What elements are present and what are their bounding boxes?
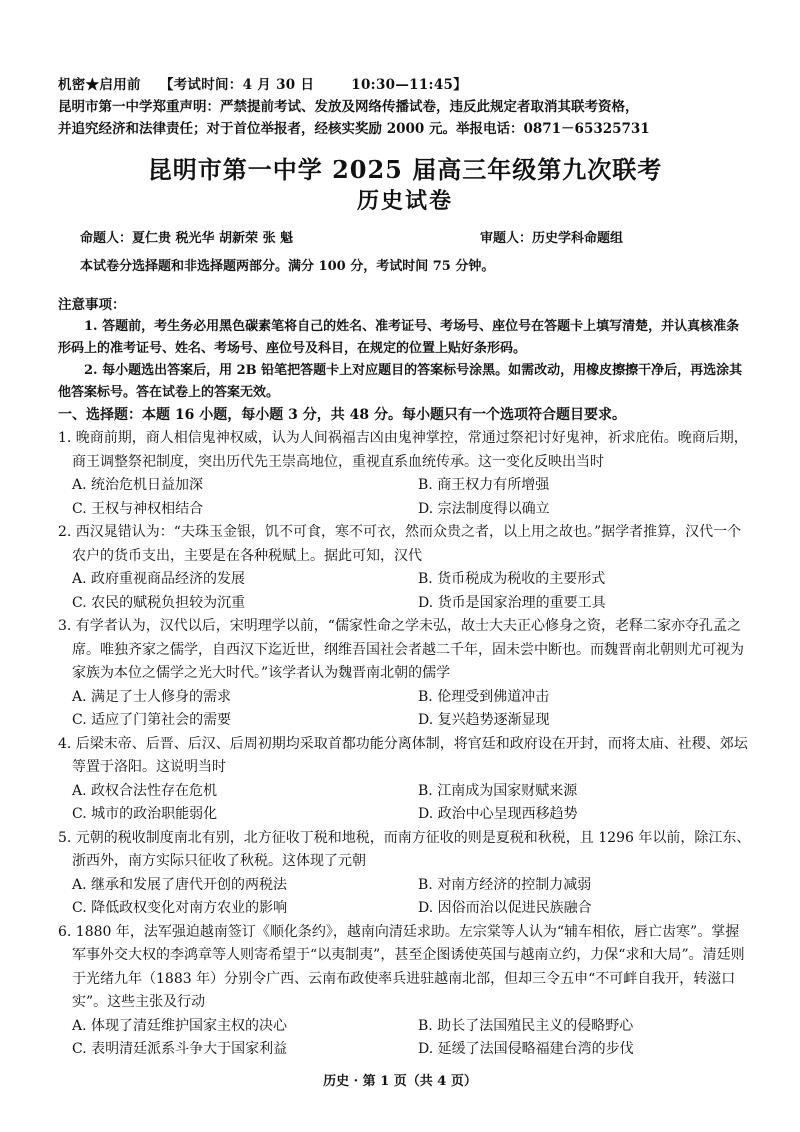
option-d: D. 货币是国家治理的重要工具 (418, 594, 606, 611)
exam-time: 【考试时间：4 月 30 日 (159, 77, 315, 93)
question (58, 733, 752, 827)
option-c: C. 城市的政治职能弱化 (72, 806, 218, 822)
note-item: 1. 答题前，考生务必用黑色碳素笔将自己的姓名、准考证号、考场号、座位号在答题卡上填写清楚，并认真核准条形码上的准考证号、姓名、考场号、座位号及科目，在规定的位置上贴好条形码。 (58, 319, 740, 356)
option-d: D. 因俗而治以促进民族融合 (418, 900, 592, 916)
paper-intro: 本试卷分选择题和非选择题两部分。满分 100 分，考试时间 75 分钟。 (80, 259, 495, 274)
option-b: B. 货币税成为税收的主要形式 (418, 571, 606, 587)
option-c: C. 农民的赋税负担较为沉重 (72, 594, 246, 611)
question (58, 827, 752, 921)
statement-line-2: 并追究经济和法律责任；对于首位举报者，经核实奖励 2000 元。举报电话：0871－65325731 (58, 121, 650, 137)
option-a: A. 统治危机日益加深 (72, 477, 204, 493)
proposers: 命题人：夏仁贵 税光华 胡新荣 张 魁 (80, 231, 294, 246)
exam-subtitle: 历史试卷 (356, 188, 453, 214)
options (58, 874, 752, 921)
option-a: A. 政府重视商品经济的发展 (72, 571, 246, 587)
option-a: A. 政权合法性存在危机 (72, 782, 218, 799)
option-c: C. 王权与神权相结合 (72, 500, 204, 517)
header-line (58, 74, 752, 96)
statement-line-1: 昆明市第一中学郑重声明：严禁提前考试、发放及网络传播试卷，违反此规定者取消其联考资格， (58, 99, 639, 115)
question (58, 921, 752, 1062)
question (58, 427, 752, 521)
exam-title: 昆明市第一中学 2025 届高三年级第九次联考 (147, 155, 663, 184)
notes-heading: 注意事项： (58, 297, 126, 313)
exam-clock: 10:30—11:45】 (351, 77, 468, 93)
option-d: D. 政治中心呈现西移趋势 (418, 806, 578, 822)
option-d: D. 宗法制度得以确立 (418, 500, 550, 517)
option-a: A. 体现了清廷维护国家主权的决心 (72, 1017, 288, 1034)
option-d: D. 延缓了法国侵略福建台湾的步伐 (418, 1041, 634, 1057)
question-stem: 6. 1880 年，法军强迫越南签订《顺化条约》，越南向清廷求助。左宗棠等人认为“辅车相依，唇亡齿寒”。掌握军事外交大权的李鸿章等人则寄希望于“以夷制夷”，甚至企图诱使英国与越南立约，力保“求和大局”。清廷则于光绪九年（1883 年）分别令广西、云南布政使率兵进驻越南北部，但却三令五申“不可衅自我开，转滋口实”。这些主张及行动 (58, 923, 745, 1010)
options (58, 1015, 752, 1062)
option-d: D. 复兴趋势逐渐显现 (418, 712, 550, 728)
section-heading: 一、选择题：本题 16 小题，每小题 3 分，共 48 分。每小题只有一个选项符合题目要求。 (58, 407, 626, 423)
option-c: C. 降低政权变化对南方农业的影响 (72, 900, 288, 916)
question-stem: 3. 有学者认为，汉代以后，宋明理学以前，“儒家性命之学未弘，故士大夫正心修身之资，老释二家亦夺孔孟之席。唯独齐家之儒学，自西汉下迄近世，纲维吾国社会者越二千年，固未尝中断也。而魏晋南北朝则尤可视为家族为本位之儒学之光大时代。”该学者认为魏晋南北朝的儒学 (58, 618, 744, 681)
confidential-label: 机密★启用前 (58, 77, 141, 93)
options (58, 686, 752, 733)
option-b: B. 对南方经济的控制力减弱 (418, 876, 592, 893)
question (58, 615, 752, 733)
option-a: A. 继承和发展了唐代开创的两税法 (72, 876, 288, 893)
question (58, 521, 752, 615)
options (58, 780, 752, 827)
page-footer: 历史 · 第 1 页（共 4 页） (323, 1074, 477, 1089)
option-b: B. 伦理受到佛道冲击 (418, 688, 550, 705)
reviewer: 审题人：历史学科命题组 (480, 231, 624, 246)
authors-line (58, 228, 752, 250)
note-item: 2. 每小题选出答案后，用 2B 铅笔把答题卡上对应题目的答案标号涂黑。如需改动，用橡皮擦擦干净后，再选涂其他答案标号。答在试卷上的答案无效。 (58, 363, 743, 400)
option-b: B. 江南成为国家财赋来源 (418, 782, 578, 799)
option-c: C. 适应了门第社会的需要 (72, 712, 232, 728)
options (58, 568, 752, 615)
question-stem: 4. 后梁末帝、后晋、后汉、后周初期均采取首都功能分离体制，将官廷和政府设在开封，而将太庙、社稷、郊坛等置于洛阳。这说明当时 (58, 735, 748, 775)
question-stem: 5. 元朝的税收制度南北有别，北方征收丁税和地税，而南方征收的则是夏税和秋税，且 1296 年以前，除江东、浙西外，南方实际只征收了秋税。这体现了元朝 (58, 829, 751, 869)
options (58, 474, 752, 521)
option-c: C. 表明清廷派系斗争大于国家利益 (72, 1041, 288, 1057)
option-a: A. 满足了士人修身的需求 (72, 688, 232, 705)
question-stem: 2. 西汉晁错认为：“夫珠玉金银，饥不可食，寒不可衣，然而众贵之者，以上用之故也。”据学者推算，汉代一个农户的货币支出，主要是在各种税赋上。据此可知，汉代 (58, 524, 742, 564)
option-b: B. 商王权力有所增强 (418, 477, 550, 493)
option-b: B. 助长了法国殖民主义的侵略野心 (418, 1017, 634, 1034)
question-stem: 1. 晚商前期，商人相信鬼神权威，认为人间祸福吉凶由鬼神掌控，常通过祭祀讨好鬼神，祈求庇佑。晚商后期，商王调整祭祀制度，突出历代先王崇高地位，重视直系血统传承。这一变化反映出当时 (58, 430, 748, 470)
